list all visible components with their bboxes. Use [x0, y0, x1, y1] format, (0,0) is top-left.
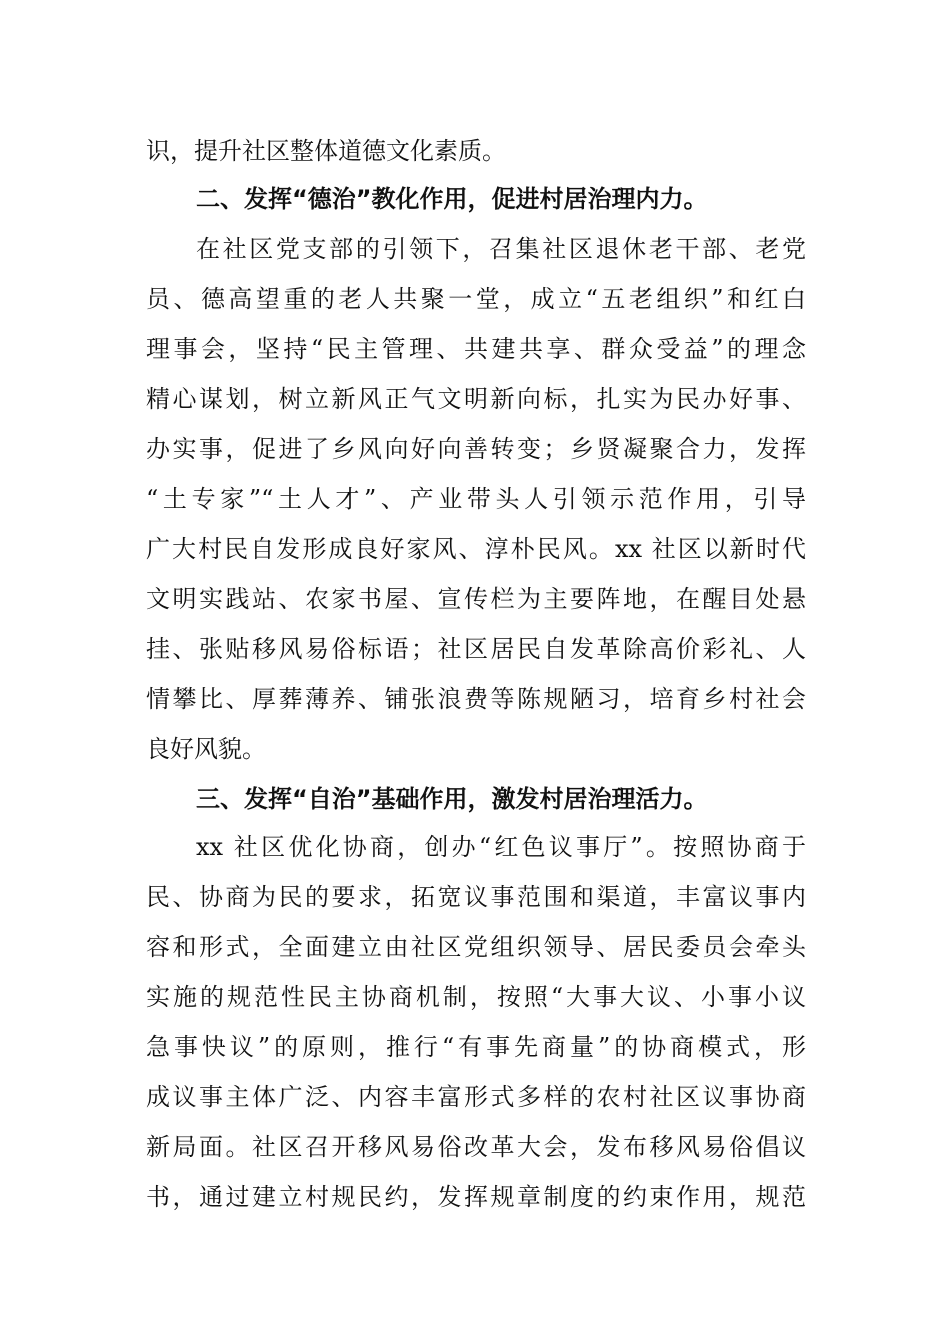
body-text-line: xx 社区优化协商，创办“红色议事厅”。按照协商于: [196, 833, 806, 861]
body-text-line: 挂、张贴移风易俗标语；社区居民自发革除高价彩礼、人: [146, 635, 806, 663]
body-text-line: 理事会，坚持“民主管理、共建共享、群众受益”的理念: [146, 335, 806, 363]
body-text-line: 成议事主体广泛、内容丰富形式多样的农村社区议事协商: [146, 1083, 806, 1111]
body-text-line: 在社区党支部的引领下，召集社区退休老干部、老党: [196, 235, 806, 263]
body-text-line: 精心谋划，树立新风正气文明新向标，扎实为民办好事、: [146, 385, 806, 413]
body-text-line: 民、协商为民的要求，拓宽议事范围和渠道，丰富议事内: [146, 883, 806, 911]
body-text-line: 实施的规范性民主协商机制，按照“大事大议、小事小议: [146, 983, 806, 1011]
body-text-line: 员、德高望重的老人共聚一堂，成立“五老组织”和红白: [146, 285, 806, 313]
body-text-line: 广大村民自发形成良好家风、淳朴民风。xx 社区以新时代: [146, 535, 806, 563]
body-text-line: 办实事，促进了乡风向好向善转变；乡贤凝聚合力，发挥: [146, 435, 806, 463]
body-text-line: 文明实践站、农家书屋、宣传栏为主要阵地，在醒目处悬: [146, 585, 806, 613]
body-text-line: 急事快议”的原则，推行“有事先商量”的协商模式，形: [146, 1033, 806, 1061]
section-heading-2: 二、发挥“德治”教化作用，促进村居治理内力。: [196, 185, 708, 213]
body-text-line: 情攀比、厚葬薄养、铺张浪费等陈规陋习，培育乡村社会: [146, 685, 806, 713]
body-text-line: “土专家”“土人才”、产业带头人引领示范作用，引导: [146, 485, 806, 513]
body-text-line: 新局面。社区召开移风易俗改革大会，发布移风易俗倡议: [146, 1133, 806, 1161]
section-heading-3: 三、发挥“自治”基础作用，激发村居治理活力。: [196, 785, 708, 813]
body-text-line: 书，通过建立村规民约，发挥规章制度的约束作用，规范: [146, 1183, 806, 1211]
body-text-line: 容和形式，全面建立由社区党组织领导、居民委员会牵头: [146, 933, 806, 961]
body-text-line: 良好风貌。: [146, 735, 266, 763]
body-text-line: 识，提升社区整体道德文化素质。: [146, 137, 506, 165]
